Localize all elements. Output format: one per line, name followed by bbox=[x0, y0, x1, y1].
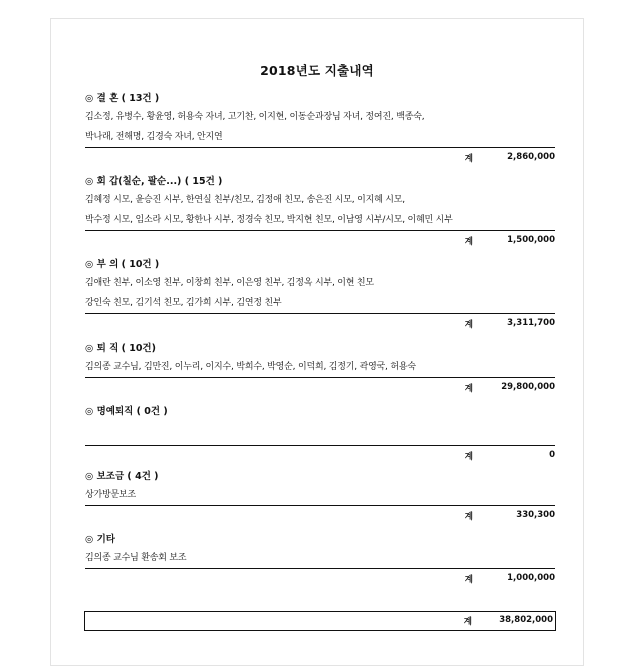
section-total-row bbox=[85, 148, 555, 168]
total-value: 0 bbox=[549, 450, 555, 460]
total-label: 계 bbox=[464, 452, 473, 462]
section-line: 김소정, 유병수, 황윤영, 허용숙 자녀, 고기찬, 이지현, 이동순과장님 자녀, 정여진, 백종숙, bbox=[85, 112, 425, 122]
total-value: 29,800,000 bbox=[501, 382, 555, 392]
section-birthday bbox=[85, 174, 555, 251]
section-total-row bbox=[85, 378, 555, 398]
grand-total-value: 38,802,000 bbox=[499, 615, 553, 625]
section-heading: ◎ 결 혼 ( 13건 ) bbox=[85, 93, 160, 104]
section-line: 김의종 교수님 환송회 보조 bbox=[85, 553, 187, 563]
section-line: 김애란 친부, 이소영 친부, 이창희 친부, 이은영 친부, 김정옥 시부, 이현 친모 bbox=[85, 278, 374, 288]
section-total-row bbox=[85, 446, 555, 466]
section-heading: ◎ 명예퇴직 ( 0건 ) bbox=[85, 406, 168, 417]
section-line: 김의종 교수님, 김만진, 이누리, 이지수, 박희수, 박영순, 이덕희, 김정기, 곽영국, 허용숙 bbox=[85, 362, 416, 372]
section-heading: ◎ 보조금 ( 4건 ) bbox=[85, 471, 159, 482]
section-total-row bbox=[85, 314, 555, 334]
section-total-row bbox=[85, 231, 555, 251]
section-total-row bbox=[85, 569, 555, 589]
document-page bbox=[50, 18, 584, 666]
total-value: 2,860,000 bbox=[507, 152, 555, 162]
section-line: 박나래, 전해명, 김경숙 자녀, 안지연 bbox=[85, 132, 223, 142]
grand-total-label: 계 bbox=[463, 617, 472, 627]
total-value: 1,000,000 bbox=[507, 573, 555, 583]
section-line bbox=[85, 420, 555, 445]
total-value: 330,300 bbox=[516, 510, 555, 520]
total-label: 계 bbox=[464, 320, 473, 330]
section-retirement bbox=[85, 341, 555, 398]
document-title: 2018년도 지출내역 bbox=[260, 63, 374, 78]
section-heading: ◎ 부 의 ( 10건 ) bbox=[85, 259, 160, 270]
section-line: 상가방문보조 bbox=[85, 490, 136, 500]
section-subsidy bbox=[85, 469, 555, 526]
section-line: 김혜정 시모, 윤승진 시부, 한연실 친부/친모, 김정애 친모, 송은진 시모, 이지혜 시모, bbox=[85, 195, 405, 205]
section-total-row bbox=[85, 506, 555, 526]
total-label: 계 bbox=[464, 237, 473, 247]
total-label: 계 bbox=[464, 512, 473, 522]
section-line: 강인숙 친모, 김기석 친모, 김가희 시부, 김연정 친부 bbox=[85, 298, 282, 308]
section-other bbox=[85, 532, 555, 589]
total-value: 1,500,000 bbox=[507, 235, 555, 245]
section-heading: ◎ 회 갑(칠순, 팔순...) ( 15건 ) bbox=[85, 176, 223, 187]
section-condolence bbox=[85, 257, 555, 334]
total-label: 계 bbox=[464, 154, 473, 164]
total-label: 계 bbox=[464, 384, 473, 394]
total-label: 계 bbox=[464, 575, 473, 585]
grand-total-box bbox=[84, 611, 556, 631]
total-value: 3,311,700 bbox=[507, 318, 555, 328]
section-wedding bbox=[85, 91, 555, 168]
section-heading: ◎ 퇴 직 ( 10건) bbox=[85, 343, 156, 354]
section-honorary-retirement bbox=[85, 404, 555, 466]
section-heading: ◎ 기타 bbox=[85, 534, 115, 545]
section-line: 박수정 시모, 임소라 시모, 황한나 시부, 정경숙 친모, 박지현 친모, 이남영 시부/시모, 이혜민 시부 bbox=[85, 215, 453, 225]
